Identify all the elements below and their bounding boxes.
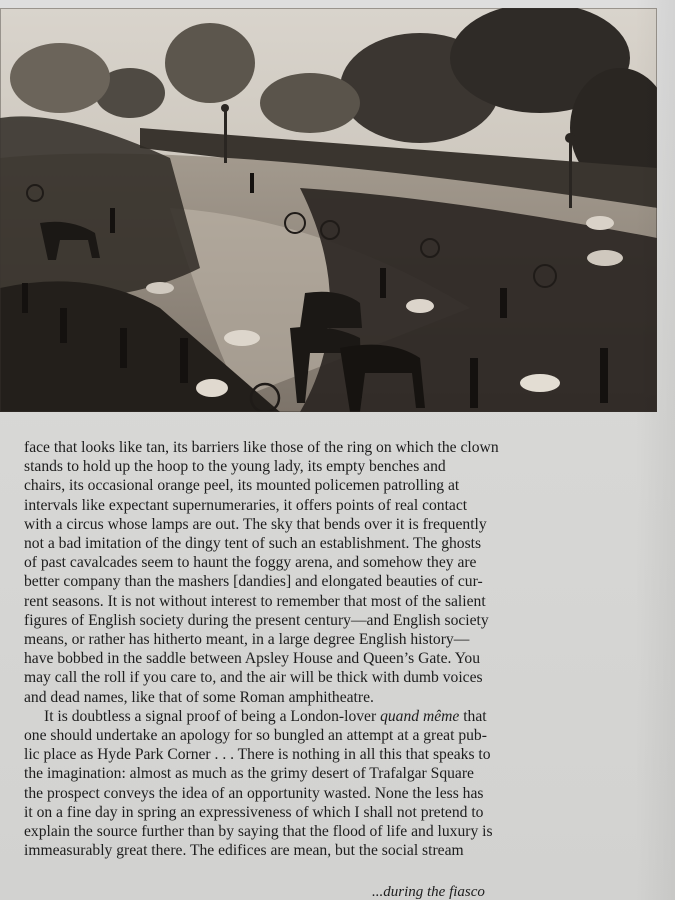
paragraph-2 xyxy=(24,707,524,861)
text-line: rent seasons. It is not without interest to remember that most of the salient xyxy=(24,592,486,610)
text-line xyxy=(24,707,524,726)
text-line: stands to hold up the hoop to the young lady, its empty benches and xyxy=(24,458,446,476)
text-line: and dead names, like that of some Roman amphitheatre. xyxy=(24,688,374,706)
text-segment: It is doubtless a signal proof of being a London-lover xyxy=(44,707,381,725)
text-line: intervals like expectant supernumeraries, it offers points of real contact xyxy=(24,496,468,514)
text-line: means, or rather has hitherto meant, in a large degree English history— xyxy=(24,631,470,649)
paragraph-1 xyxy=(24,438,524,707)
text-line: it on a fine day in spring an expressiveness of which I shall not pretend to xyxy=(24,803,484,821)
text-line: lic place as Hyde Park Corner . . . There is nothing in all this that speaks to xyxy=(24,746,491,764)
text-line: the prospect conveys the idea of an opportunity wasted. None the less has xyxy=(24,784,484,802)
text-line: may call the roll if you care to, and the air will be thick with dumb voices xyxy=(24,669,483,687)
text-line: with a circus whose lamps are out. The sky that bends over it is frequently xyxy=(24,515,487,533)
italic-phrase: quand même xyxy=(380,707,460,725)
text-line: of past cavalcades seem to haunt the foggy arena, and somehow they are xyxy=(24,554,477,572)
text-line: not a bad imitation of the dingy tent of such an establishment. The ghosts xyxy=(24,535,482,553)
text-line: face that looks like tan, its barriers like those of the ring on which the clown xyxy=(24,439,499,456)
text-line: figures of English society during the present century—and English society xyxy=(24,611,489,629)
clipped-bottom-line: ...during the fiasco xyxy=(372,884,485,900)
text-line: have bobbed in the saddle between Apsley House and Queen’s Gate. You xyxy=(24,650,481,668)
text-segment: that xyxy=(459,707,487,725)
text-line: the imagination: almost as much as the grimy desert of Trafalgar Square xyxy=(24,765,474,783)
text-line: chairs, its occasional orange peel, its mounted policemen patrolling at xyxy=(24,477,460,495)
essay-text xyxy=(24,438,524,860)
text-line: explain the source further than by saying that the flood of life and luxury is xyxy=(24,823,493,841)
text-line: one should undertake an apology for so bungled an attempt at a great pub- xyxy=(24,727,487,745)
photograph-icon xyxy=(0,8,657,412)
text-line: better company than the mashers [dandies] and elongated beauties of cur- xyxy=(24,573,483,591)
text-line: immeasurably great there. The edifices are mean, but the social stream xyxy=(24,842,464,860)
hyde-park-carriages-photograph xyxy=(0,8,657,412)
